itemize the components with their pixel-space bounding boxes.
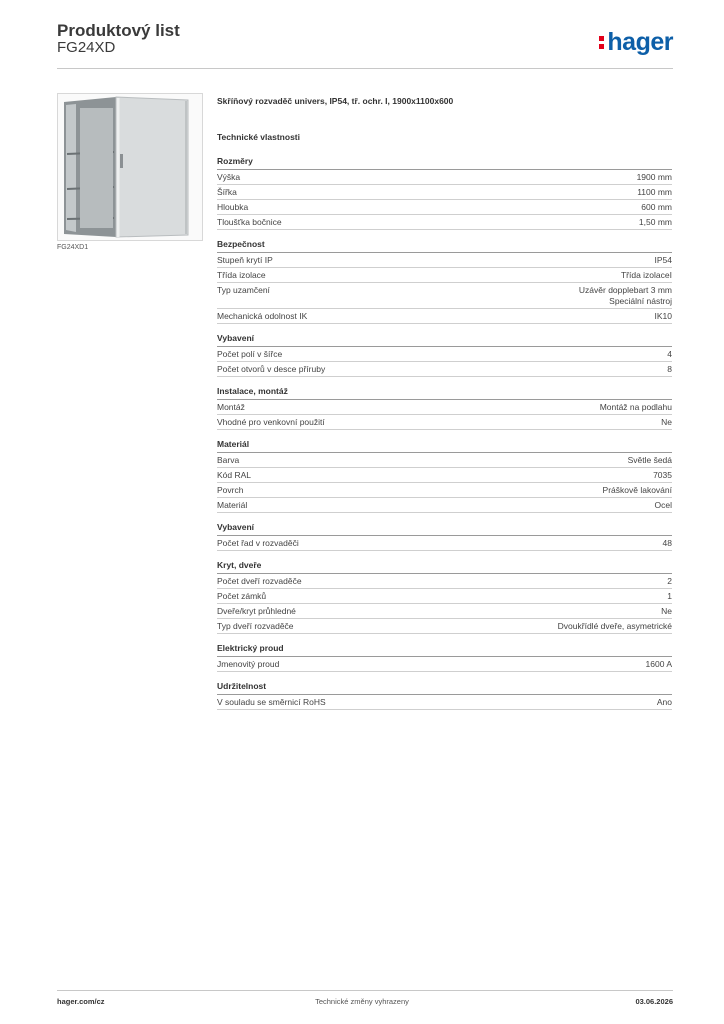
spec-label: Typ uzamčení	[217, 285, 270, 295]
section-heading: Materiál	[217, 439, 672, 453]
spec-row	[217, 215, 672, 230]
spec-label: Jmenovitý proud	[217, 659, 280, 669]
product-image	[57, 93, 203, 241]
logo-text: hager	[607, 28, 673, 56]
spec-label: Povrch	[217, 485, 244, 495]
spec-section	[217, 239, 672, 324]
image-caption: FG24XD1	[57, 244, 89, 251]
section-heading: Rozměry	[217, 156, 672, 170]
spec-row	[217, 400, 672, 415]
spec-row	[217, 268, 672, 283]
spec-row	[217, 695, 672, 710]
spec-value: Dvoukřídlé dveře, asymetrické	[557, 621, 672, 631]
spec-label: Šířka	[217, 187, 237, 197]
technical-properties-heading: Technické vlastnosti	[217, 132, 300, 142]
spec-value: 1	[667, 591, 672, 601]
footer-divider	[57, 990, 673, 991]
spec-row	[217, 415, 672, 430]
spec-section	[217, 386, 672, 430]
product-details	[217, 96, 672, 719]
spec-value: 8	[667, 364, 672, 374]
spec-section	[217, 333, 672, 377]
spec-label: Počet polí v šířce	[217, 349, 283, 359]
spec-label: Počet zámků	[217, 591, 267, 601]
footer-notice: Technické změny vyhrazeny	[315, 997, 409, 1006]
spec-value: Ne	[661, 417, 672, 427]
spec-row	[217, 170, 672, 185]
spec-section	[217, 560, 672, 634]
spec-row	[217, 468, 672, 483]
spec-row	[217, 619, 672, 634]
spec-label: Mechanická odolnost IK	[217, 311, 308, 321]
spec-value: 1,50 mm	[638, 217, 672, 227]
hager-logo	[599, 28, 673, 57]
section-heading: Udržitelnost	[217, 681, 672, 695]
section-heading: Instalace, montáž	[217, 386, 672, 400]
spec-row	[217, 574, 672, 589]
spec-label: Třída izolace	[217, 270, 266, 280]
header-divider	[57, 68, 673, 69]
spec-value: Uzávěr dopplebart 3 mm Speciální nástroj	[578, 285, 672, 306]
spec-row	[217, 536, 672, 551]
section-heading: Vybavení	[217, 522, 672, 536]
spec-value: Třída izolaceI	[620, 270, 672, 280]
spec-row	[217, 362, 672, 377]
spec-label: Dveře/kryt průhledné	[217, 606, 296, 616]
spec-label: Tloušťka bočnice	[217, 217, 282, 227]
spec-value: Ocel	[654, 500, 672, 510]
spec-row	[217, 309, 672, 324]
spec-label: Typ dveří rozvaděče	[217, 621, 294, 631]
spec-label: Barva	[217, 455, 240, 465]
spec-label: Kód RAL	[217, 470, 252, 480]
spec-value: Světle šedá	[627, 455, 672, 465]
spec-label: V souladu se směrnicí RoHS	[217, 697, 326, 707]
spec-label: Materiál	[217, 500, 248, 510]
spec-row	[217, 200, 672, 215]
spec-label: Počet dveří rozvaděče	[217, 576, 302, 586]
spec-value: 1100 mm	[637, 187, 672, 197]
product-title: Skříňový rozvaděč univers, IP54, tř. ochr. I, 1900x1100x600	[217, 96, 454, 106]
spec-row	[217, 604, 672, 619]
spec-row	[217, 483, 672, 498]
spec-row	[217, 283, 672, 309]
spec-row	[217, 185, 672, 200]
spec-row	[217, 453, 672, 468]
spec-sections	[217, 156, 672, 710]
spec-value: Montáž na podlahu	[599, 402, 672, 412]
product-code: FG24XD	[57, 39, 116, 56]
spec-value: 600 mm	[641, 202, 672, 212]
spec-label: Počet otvorů v desce příruby	[217, 364, 326, 374]
spec-value: 2	[667, 576, 672, 586]
spec-value: 48	[662, 538, 672, 548]
spec-value: 7035	[653, 470, 672, 480]
spec-row	[217, 589, 672, 604]
spec-value: 4	[667, 349, 672, 359]
footer-date: 03.06.2026	[635, 997, 673, 1006]
spec-section	[217, 681, 672, 710]
section-heading: Vybavení	[217, 333, 672, 347]
footer-website: hager.com/cz	[57, 997, 105, 1006]
spec-value: Práškově lakování	[602, 485, 672, 495]
spec-label: Výška	[217, 172, 241, 182]
section-heading: Kryt, dveře	[217, 560, 672, 574]
spec-section	[217, 643, 672, 672]
spec-label: Hloubka	[217, 202, 249, 212]
spec-value: Ano	[656, 697, 672, 707]
spec-section	[217, 522, 672, 551]
spec-label: Stupeň krytí IP	[217, 255, 273, 265]
spec-row	[217, 498, 672, 513]
page-title: Produktový list	[57, 21, 180, 40]
spec-row	[217, 347, 672, 362]
spec-section	[217, 439, 672, 513]
spec-value: Ne	[661, 606, 672, 616]
spec-value: 1600 A	[645, 659, 672, 669]
spec-row	[217, 253, 672, 268]
spec-value: IK10	[654, 311, 672, 321]
section-heading: Elektrický proud	[217, 643, 672, 657]
spec-label: Montáž	[217, 402, 245, 412]
section-heading: Bezpečnost	[217, 239, 672, 253]
spec-value: 1900 mm	[636, 172, 672, 182]
spec-section	[217, 156, 672, 230]
cabinet-enclosure-image	[58, 94, 202, 240]
spec-value: IP54	[654, 255, 672, 265]
spec-label: Vhodné pro venkovní použití	[217, 417, 325, 427]
spec-row	[217, 657, 672, 672]
spec-label: Počet řad v rozvaděči	[217, 538, 299, 548]
